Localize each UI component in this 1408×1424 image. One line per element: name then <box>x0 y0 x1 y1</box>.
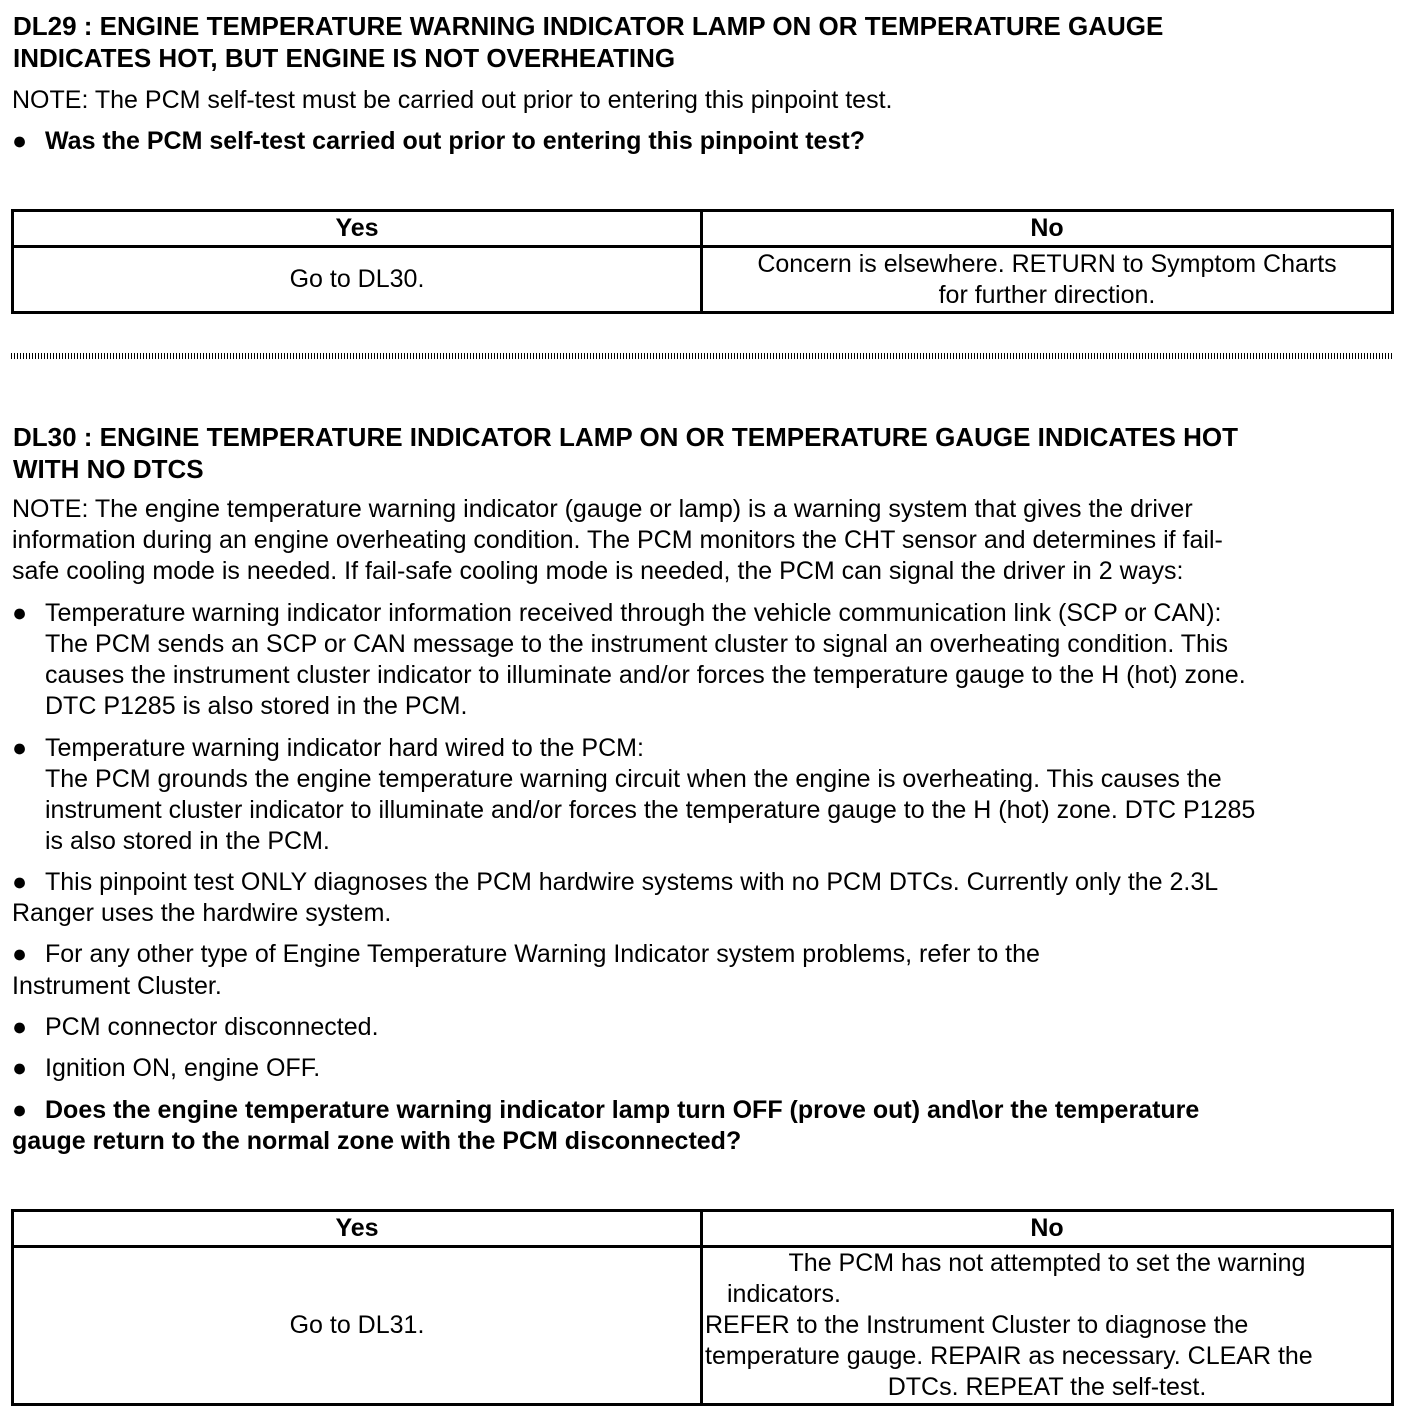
bullet-icon: ● <box>12 127 28 155</box>
dl30-bullet-2-line2: The PCM grounds the engine temperature warning circuit when the engine is overheating. This causes the <box>45 765 1222 793</box>
dl30-note-line2: information during an engine overheating condition. The PCM monitors the CHT sensor and determines if fail- <box>12 526 1223 554</box>
bullet-icon: ● <box>12 1054 28 1082</box>
bullet-icon: ● <box>12 734 28 762</box>
dl30-question-line1: Does the engine temperature warning indicator lamp turn OFF (prove out) and\or the temperature <box>45 1096 1200 1124</box>
dl30-step-1-text: PCM connector disconnected. <box>45 1013 379 1041</box>
dl29-yes-header: Yes <box>13 211 702 247</box>
dl30-step-1 <box>12 1012 1396 1043</box>
dl30-no-action <box>702 1247 1393 1405</box>
dl30-bullet-3-line1: This pinpoint test ONLY diagnoses the PCM hardwire systems with no PCM DTCs. Currently only the 2.3L <box>45 868 1219 896</box>
dl29-result-table <box>11 209 1394 314</box>
dl30-note-line3: safe cooling mode is needed. If fail-safe cooling mode is needed, the PCM can signal the driver in 2 ways: <box>12 557 1184 585</box>
dl30-bullet-1-line4: DTC P1285 is also stored in the PCM. <box>45 692 468 720</box>
dl30-bullet-4-line2: Instrument Cluster. <box>12 972 222 1000</box>
dl29-title <box>13 10 1393 74</box>
dl30-result-table <box>11 1209 1394 1406</box>
dl29-no-header: No <box>702 211 1393 247</box>
dl29-yes-action: Go to DL30. <box>13 247 702 313</box>
dl29-title-line1: DL29 : ENGINE TEMPERATURE WARNING INDICATOR LAMP ON OR TEMPERATURE GAUGE <box>13 11 1164 41</box>
dl29-no-action <box>702 247 1393 313</box>
dl30-yes-action: Go to DL31. <box>13 1247 702 1405</box>
section-separator <box>11 353 1392 359</box>
dl30-question <box>12 1095 1396 1157</box>
dl30-bullet-2 <box>12 733 1396 857</box>
dl30-bullet-1-line2: The PCM sends an SCP or CAN message to the instrument cluster to signal an overheating condition. This <box>45 630 1229 658</box>
dl30-bullet-2-line1: Temperature warning indicator hard wired to the PCM: <box>45 734 644 762</box>
dl29-title-line2: INDICATES HOT, BUT ENGINE IS NOT OVERHEATING <box>13 43 676 73</box>
dl30-title-line2: WITH NO DTCS <box>13 454 204 484</box>
dl30-note <box>12 494 1392 587</box>
bullet-icon: ● <box>12 599 28 627</box>
bullet-icon: ● <box>12 1013 28 1041</box>
dl30-step-2-text: Ignition ON, engine OFF. <box>45 1054 321 1082</box>
dl29-note: NOTE: The PCM self-test must be carried out prior to entering this pinpoint test. <box>12 86 893 114</box>
dl29-question-text: Was the PCM self-test carried out prior to entering this pinpoint test? <box>45 127 865 155</box>
dl29-no-action-line2: for further direction. <box>938 280 1156 309</box>
dl30-title-line1: DL30 : ENGINE TEMPERATURE INDICATOR LAMP ON OR TEMPERATURE GAUGE INDICATES HOT <box>13 422 1238 452</box>
dl30-bullet-1-line1: Temperature warning indicator information received through the vehicle communication link (SCP or CAN): <box>45 599 1222 627</box>
dl30-bullet-4 <box>12 939 1396 1003</box>
dl29-no-action-line1: Concern is elsewhere. RETURN to Symptom Charts <box>757 249 1337 278</box>
bullet-icon: ● <box>12 868 28 896</box>
bullet-icon: ● <box>12 940 28 968</box>
dl30-question-line2: gauge return to the normal zone with the PCM disconnected? <box>12 1127 742 1155</box>
dl30-bullet-1 <box>12 598 1396 722</box>
dl30-title <box>13 421 1393 485</box>
dl30-yes-header: Yes <box>13 1211 702 1247</box>
dl30-bullet-1-line3: causes the instrument cluster indicator to illuminate and/or forces the temperature gauge to the H (hot) zone. <box>45 661 1246 689</box>
dl30-bullet-3-line2: Ranger uses the hardwire system. <box>12 899 392 927</box>
dl30-note-line1: NOTE: The engine temperature warning indicator (gauge or lamp) is a warning system that gives the driver <box>12 495 1193 523</box>
dl30-bullet-4-line1: For any other type of Engine Temperature Warning Indicator system problems, refer to the <box>45 940 1040 968</box>
dl30-step-2 <box>12 1053 1396 1084</box>
dl30-no-action-line2: indicators. <box>727 1280 841 1308</box>
dl30-no-action-line5: DTCs. REPEAT the self-test. <box>887 1373 1207 1401</box>
dl29-question <box>12 126 1396 157</box>
dl30-no-action-line3: REFER to the Instrument Cluster to diagnose the <box>705 1311 1249 1339</box>
dl30-no-action-line4: temperature gauge. REPAIR as necessary. CLEAR the <box>705 1342 1313 1370</box>
bullet-icon: ● <box>12 1096 28 1124</box>
dl30-bullet-2-line4: is also stored in the PCM. <box>45 827 330 855</box>
dl30-bullet-2-line3: instrument cluster indicator to illuminate and/or forces the temperature gauge to the H (hot) zone. DTC P1285 <box>45 796 1256 824</box>
dl30-no-action-line1: The PCM has not attempted to set the warning <box>788 1249 1306 1277</box>
dl30-bullet-3 <box>12 867 1396 929</box>
dl30-no-header: No <box>702 1211 1393 1247</box>
